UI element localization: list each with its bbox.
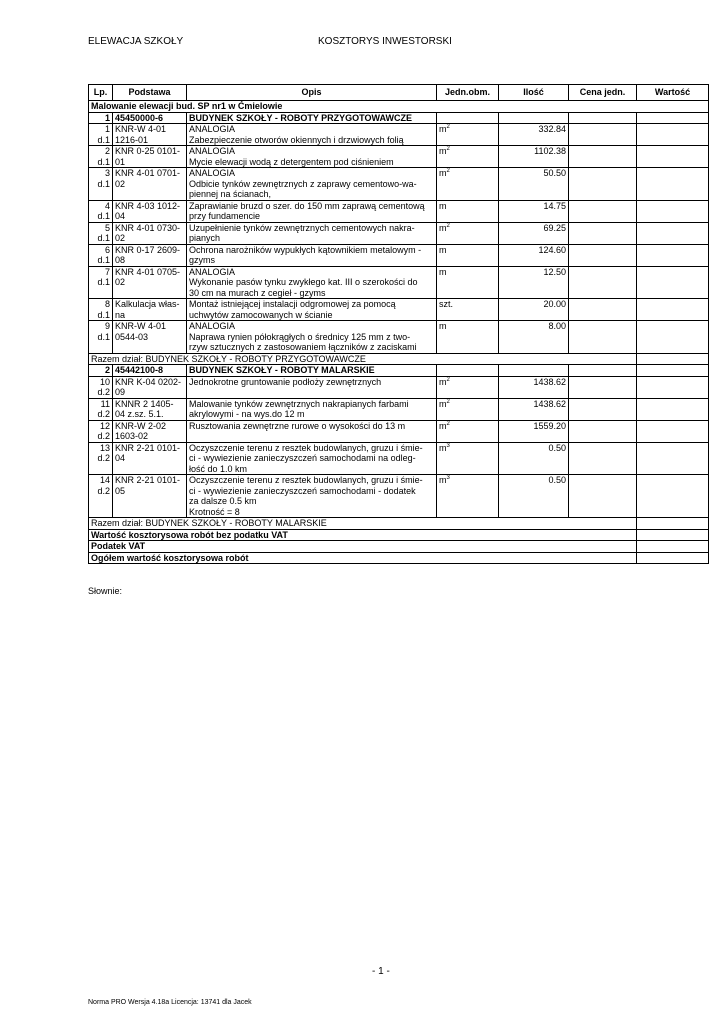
- table-row: [89, 124, 709, 146]
- empty-cell: [569, 112, 637, 124]
- item-description: [187, 398, 437, 420]
- text-line: 02: [115, 178, 126, 189]
- text-line: Rusztowania zewnętrzne rurowe o wysokości do 13 m: [189, 420, 406, 431]
- text-line: d.2: [97, 409, 110, 419]
- item-quantity: 0.50: [499, 475, 569, 518]
- item-unit-price: [569, 168, 637, 201]
- item-quantity: 332.84: [499, 124, 569, 146]
- text-line: 7: [104, 266, 110, 277]
- text-line: Ochrona narożników wypukłych kątownikiem metalowym -: [189, 244, 422, 255]
- text-line: ci - wywiezienie zanieczyszczeń samochodami na odleg-: [189, 453, 416, 463]
- unit-exponent: 2: [446, 168, 450, 174]
- item-description: [187, 146, 437, 168]
- item-number: [89, 200, 113, 222]
- text-line: ANALOGIA: [189, 266, 236, 277]
- text-line: 04: [115, 453, 126, 463]
- section-header-row: [89, 365, 709, 377]
- text-line: d.1: [97, 331, 110, 342]
- item-unit: [437, 200, 499, 222]
- text-line: 0544-03: [115, 331, 149, 342]
- table-row: [89, 266, 709, 299]
- item-basis: [113, 321, 187, 354]
- text-line: 12: [99, 420, 110, 431]
- item-value: [637, 442, 709, 475]
- text-line: uchwytów zamocowanych w ścianie: [189, 309, 333, 320]
- text-line: ANALOGIA: [189, 124, 236, 134]
- text-line: d.1: [97, 134, 110, 145]
- item-number: [89, 299, 113, 321]
- empty-cell: [569, 365, 637, 377]
- item-number: [89, 321, 113, 354]
- item-basis: [113, 475, 187, 518]
- item-number: [89, 146, 113, 168]
- table-header-row: [89, 85, 709, 101]
- item-unit-price: [569, 420, 637, 442]
- text-line: KNR-W 4-01: [115, 124, 167, 134]
- item-basis: [113, 124, 187, 146]
- text-line: 09: [115, 387, 126, 397]
- item-number: [89, 398, 113, 420]
- table-row: [89, 222, 709, 244]
- item-unit: [437, 299, 499, 321]
- text-line: KNR 4-01 0730-: [115, 222, 181, 233]
- unit-text: m: [439, 321, 447, 331]
- item-unit: [437, 376, 499, 398]
- section-header-row: [89, 112, 709, 124]
- text-line: 6: [104, 244, 110, 255]
- unit-exponent: 3: [446, 442, 450, 449]
- text-line: na: [115, 309, 126, 320]
- header-left-title: ELEWACJA SZKOŁY: [88, 36, 184, 47]
- item-unit: [437, 146, 499, 168]
- item-value: [637, 168, 709, 201]
- col-header-ilosc: Ilość: [499, 85, 569, 101]
- item-unit-price: [569, 299, 637, 321]
- unit-exponent: 2: [446, 420, 450, 427]
- section-summary-row: [89, 353, 709, 365]
- table-row: [89, 146, 709, 168]
- item-unit-price: [569, 475, 637, 518]
- item-unit-price: [569, 200, 637, 222]
- empty-cell: [499, 112, 569, 124]
- item-value: [637, 222, 709, 244]
- text-line: d.1: [97, 309, 110, 320]
- section-summary-label: Razem dział: BUDYNEK SZKOŁY - ROBOTY PRZYGOTOWAWCZE: [89, 353, 637, 365]
- section-cpv-code: 45442100-8: [113, 365, 187, 377]
- text-line: d.2: [97, 431, 110, 441]
- item-quantity: 1559.20: [499, 420, 569, 442]
- text-line: KNR 2-21 0101-: [115, 442, 181, 453]
- item-quantity: 1438.62: [499, 398, 569, 420]
- text-line: d.2: [97, 485, 110, 496]
- text-line: 1: [104, 124, 110, 134]
- item-description: [187, 420, 437, 442]
- text-line: 5: [104, 222, 110, 233]
- item-unit-price: [569, 266, 637, 299]
- header-document-type: KOSZTORYS INWESTORSKI: [318, 36, 452, 47]
- total-value: [637, 529, 709, 541]
- page-number: - 1 -: [372, 966, 390, 977]
- item-basis: [113, 420, 187, 442]
- item-quantity: 8.00: [499, 321, 569, 354]
- section-name: BUDYNEK SZKOŁY - ROBOTY MALARSKIE: [187, 365, 437, 377]
- text-line: KNR 0-25 0101-: [115, 146, 181, 156]
- col-header-lp: Lp.: [89, 85, 113, 101]
- col-header-podstawa: Podstawa: [113, 85, 187, 101]
- text-line: łość do 1.0 km: [189, 463, 248, 474]
- item-unit: [437, 244, 499, 266]
- section-summary-value: [637, 518, 709, 530]
- item-quantity: 14.75: [499, 200, 569, 222]
- unit-text: m: [439, 124, 447, 134]
- table-row: [89, 398, 709, 420]
- section-number: 1: [89, 112, 113, 124]
- item-value: [637, 299, 709, 321]
- text-line: 1216-01: [115, 134, 149, 145]
- item-basis: [113, 200, 187, 222]
- table-row: [89, 442, 709, 475]
- item-number: [89, 420, 113, 442]
- text-line: ci - wywiezienie zanieczyszczeń samochodami - dodatek: [189, 485, 416, 496]
- text-line: 3: [104, 168, 110, 178]
- text-line: KNR 4-03 1012-: [115, 200, 181, 211]
- section-summary-value: [637, 353, 709, 365]
- item-description: [187, 168, 437, 201]
- item-unit: [437, 222, 499, 244]
- text-line: KNR 4-01 0705-: [115, 266, 181, 277]
- amount-in-words-label: Słownie:: [88, 586, 123, 596]
- unit-exponent: 2: [446, 376, 450, 383]
- text-line: Zaprawianie bruzd o szer. do 150 mm zaprawą cementową: [189, 200, 425, 211]
- text-line: pianych: [189, 233, 221, 243]
- item-number: [89, 376, 113, 398]
- total-label: Ogółem wartość kosztorysowa robót: [89, 552, 637, 564]
- item-number: [89, 244, 113, 266]
- item-unit-price: [569, 376, 637, 398]
- empty-cell: [437, 365, 499, 377]
- table-title: Malowanie elewacji bud. SP nr1 w Ćmielowie: [89, 101, 709, 113]
- text-line: piennej na ścianach,: [189, 189, 272, 199]
- item-basis: [113, 146, 187, 168]
- text-line: gzyms: [189, 255, 216, 265]
- table-title-row: [89, 101, 709, 113]
- text-line: 02: [115, 277, 126, 287]
- text-line: Kalkulacja włas-: [115, 299, 180, 309]
- unit-exponent: 2: [446, 146, 450, 152]
- text-line: 4: [104, 200, 110, 211]
- item-description: [187, 376, 437, 398]
- unit-exponent: 2: [446, 398, 450, 405]
- text-line: 9: [104, 321, 110, 331]
- text-line: Krotność = 8: [189, 506, 240, 517]
- text-line: KNR 0-17 2609-: [115, 244, 181, 255]
- total-row: [89, 541, 709, 553]
- item-quantity: 1438.62: [499, 376, 569, 398]
- item-unit: [437, 266, 499, 299]
- section-summary-label: Razem dział: BUDYNEK SZKOŁY - ROBOTY MALARSKIE: [89, 518, 637, 530]
- table-row: [89, 376, 709, 398]
- text-line: Wykonanie pasów tynku zwykłego kat. III o szerokości do: [189, 277, 418, 287]
- text-line: 02: [115, 233, 126, 243]
- text-line: Oczyszczenie terenu z resztek budowlanych, gruzu i śmie-: [189, 442, 423, 453]
- text-line: ANALOGIA: [189, 168, 236, 178]
- item-value: [637, 376, 709, 398]
- text-line: d.1: [97, 255, 110, 265]
- item-basis: [113, 376, 187, 398]
- item-description: [187, 475, 437, 518]
- total-label: Wartość kosztorysowa robót bez podatku VAT: [89, 529, 637, 541]
- section-name: BUDYNEK SZKOŁY - ROBOTY PRZYGOTOWAWCZE: [187, 112, 437, 124]
- text-line: d.2: [97, 453, 110, 463]
- unit-text: m: [439, 146, 447, 156]
- item-value: [637, 266, 709, 299]
- text-line: Malowanie tynków zewnętrznych nakrapianych farbami: [189, 398, 409, 409]
- text-line: 10: [99, 376, 110, 387]
- item-number: [89, 475, 113, 518]
- text-line: ANALOGIA: [189, 321, 236, 331]
- software-license-footer: Norma PRO Wersja 4.18a Licencja: 13741 dla Jacek: [88, 999, 252, 1006]
- unit-text: m: [439, 200, 447, 211]
- text-line: 08: [115, 255, 126, 265]
- item-value: [637, 420, 709, 442]
- item-basis: [113, 222, 187, 244]
- unit-text: m: [439, 266, 447, 277]
- unit-text: m: [439, 420, 447, 431]
- empty-cell: [637, 112, 709, 124]
- item-basis: [113, 266, 187, 299]
- text-line: KNR K-04 0202-: [115, 376, 182, 387]
- text-line: d.1: [97, 277, 110, 287]
- text-line: przy fundamencie: [189, 211, 261, 221]
- text-line: Naprawa rynien półokrągłych o średnicy 125 mm z two-: [189, 331, 411, 342]
- item-value: [637, 244, 709, 266]
- col-header-jednostka: Jedn.obm.: [437, 85, 499, 101]
- table-row: [89, 244, 709, 266]
- text-line: Mycie elewacji wodą z detergentem pod ciśnieniem: [189, 156, 394, 167]
- unit-text: m: [439, 376, 447, 387]
- item-unit-price: [569, 244, 637, 266]
- table-row: [89, 321, 709, 354]
- item-quantity: 69.25: [499, 222, 569, 244]
- text-line: d.1: [97, 233, 110, 243]
- text-line: KNR 4-01 0701-: [115, 168, 181, 178]
- text-line: Montaż istniejącej instalacji odgromowej za pomocą: [189, 299, 396, 309]
- unit-text: m: [439, 475, 447, 485]
- item-number: [89, 168, 113, 201]
- text-line: d.1: [97, 211, 110, 221]
- col-header-wartosc: Wartość: [637, 85, 709, 101]
- item-basis: [113, 442, 187, 475]
- text-line: 05: [115, 485, 126, 496]
- text-line: 30 cm na murach z cegieł - gzyms: [189, 287, 326, 298]
- text-line: 8: [104, 299, 110, 309]
- text-line: KNR-W 4-01: [115, 321, 167, 331]
- item-number: [89, 442, 113, 475]
- text-line: KNNR 2 1405-: [115, 398, 174, 409]
- section-number: 2: [89, 365, 113, 377]
- total-row: [89, 552, 709, 564]
- item-description: [187, 321, 437, 354]
- text-line: Zabezpieczenie otworów okiennych i drzwiowych folią: [189, 134, 404, 145]
- text-line: 2: [104, 146, 110, 156]
- section-cpv-code: 45450000-6: [113, 112, 187, 124]
- item-quantity: 1102.38: [499, 146, 569, 168]
- col-header-cena: Cena jedn.: [569, 85, 637, 101]
- text-line: Odbicie tynków zewnętrznych z zaprawy cementowo-wa-: [189, 178, 417, 189]
- table-row: [89, 299, 709, 321]
- empty-cell: [637, 365, 709, 377]
- text-line: Oczyszczenie terenu z resztek budowlanych, gruzu i śmie-: [189, 475, 423, 485]
- item-value: [637, 398, 709, 420]
- text-line: d.1: [97, 178, 110, 189]
- text-line: rzyw sztucznych z zastosowaniem łączników z zaciskami: [189, 342, 417, 352]
- unit-text: m: [439, 222, 447, 233]
- item-unit-price: [569, 398, 637, 420]
- text-line: d.2: [97, 387, 110, 397]
- total-label: Podatek VAT: [89, 541, 637, 553]
- unit-exponent: 2: [446, 222, 450, 229]
- total-value: [637, 541, 709, 553]
- item-quantity: 124.60: [499, 244, 569, 266]
- unit-text: m: [439, 398, 447, 409]
- item-number: [89, 266, 113, 299]
- text-line: KNR-W 2-02: [115, 420, 167, 431]
- item-value: [637, 146, 709, 168]
- item-description: [187, 124, 437, 146]
- item-unit-price: [569, 124, 637, 146]
- unit-text: m: [439, 442, 447, 453]
- item-unit: [437, 475, 499, 518]
- text-line: 01: [115, 156, 126, 167]
- item-quantity: 20.00: [499, 299, 569, 321]
- item-basis: [113, 168, 187, 201]
- item-description: [187, 299, 437, 321]
- section-summary-row: [89, 518, 709, 530]
- unit-exponent: 3: [446, 475, 450, 481]
- text-line: 14: [99, 475, 110, 485]
- item-unit: [437, 321, 499, 354]
- text-line: 13: [99, 442, 110, 453]
- item-basis: [113, 299, 187, 321]
- text-line: 04 z.sz. 5.1.: [115, 409, 164, 419]
- item-quantity: 50.50: [499, 168, 569, 201]
- item-unit-price: [569, 442, 637, 475]
- item-value: [637, 124, 709, 146]
- text-line: KNR 2-21 0101-: [115, 475, 181, 485]
- table-row: [89, 475, 709, 518]
- text-line: akrylowymi - na wys.do 12 m: [189, 409, 305, 419]
- item-quantity: 12.50: [499, 266, 569, 299]
- text-line: za dalsze 0.5 km: [189, 496, 257, 506]
- table-row: [89, 200, 709, 222]
- item-value: [637, 200, 709, 222]
- item-unit-price: [569, 222, 637, 244]
- item-number: [89, 124, 113, 146]
- item-value: [637, 321, 709, 354]
- item-unit: [437, 420, 499, 442]
- item-number: [89, 222, 113, 244]
- unit-text: m: [439, 244, 447, 255]
- cost-estimate-table: [88, 84, 709, 564]
- item-description: [187, 200, 437, 222]
- item-description: [187, 266, 437, 299]
- item-value: [637, 475, 709, 518]
- text-line: 04: [115, 211, 126, 221]
- col-header-opis: Opis: [187, 85, 437, 101]
- item-unit: [437, 124, 499, 146]
- empty-cell: [499, 365, 569, 377]
- empty-cell: [437, 112, 499, 124]
- item-unit-price: [569, 321, 637, 354]
- item-description: [187, 222, 437, 244]
- item-description: [187, 442, 437, 475]
- item-unit: [437, 442, 499, 475]
- item-unit: [437, 168, 499, 201]
- text-line: 1603-02: [115, 431, 149, 441]
- text-line: Jednokrotne gruntowanie podłoży zewnętrznych: [189, 376, 382, 387]
- item-basis: [113, 398, 187, 420]
- unit-exponent: 2: [446, 124, 450, 130]
- total-row: [89, 529, 709, 541]
- text-line: 11: [100, 398, 110, 409]
- unit-text: m: [439, 168, 447, 178]
- text-line: d.1: [97, 156, 110, 167]
- item-unit: [437, 398, 499, 420]
- total-value: [637, 552, 709, 564]
- item-unit-price: [569, 146, 637, 168]
- item-quantity: 0.50: [499, 442, 569, 475]
- text-line: ANALOGIA: [189, 146, 236, 156]
- item-basis: [113, 244, 187, 266]
- table-row: [89, 168, 709, 201]
- table-row: [89, 420, 709, 442]
- unit-text: szt.: [439, 299, 454, 309]
- text-line: Uzupełnienie tynków zewnętrznych cementowych nakra-: [189, 222, 415, 233]
- item-description: [187, 244, 437, 266]
